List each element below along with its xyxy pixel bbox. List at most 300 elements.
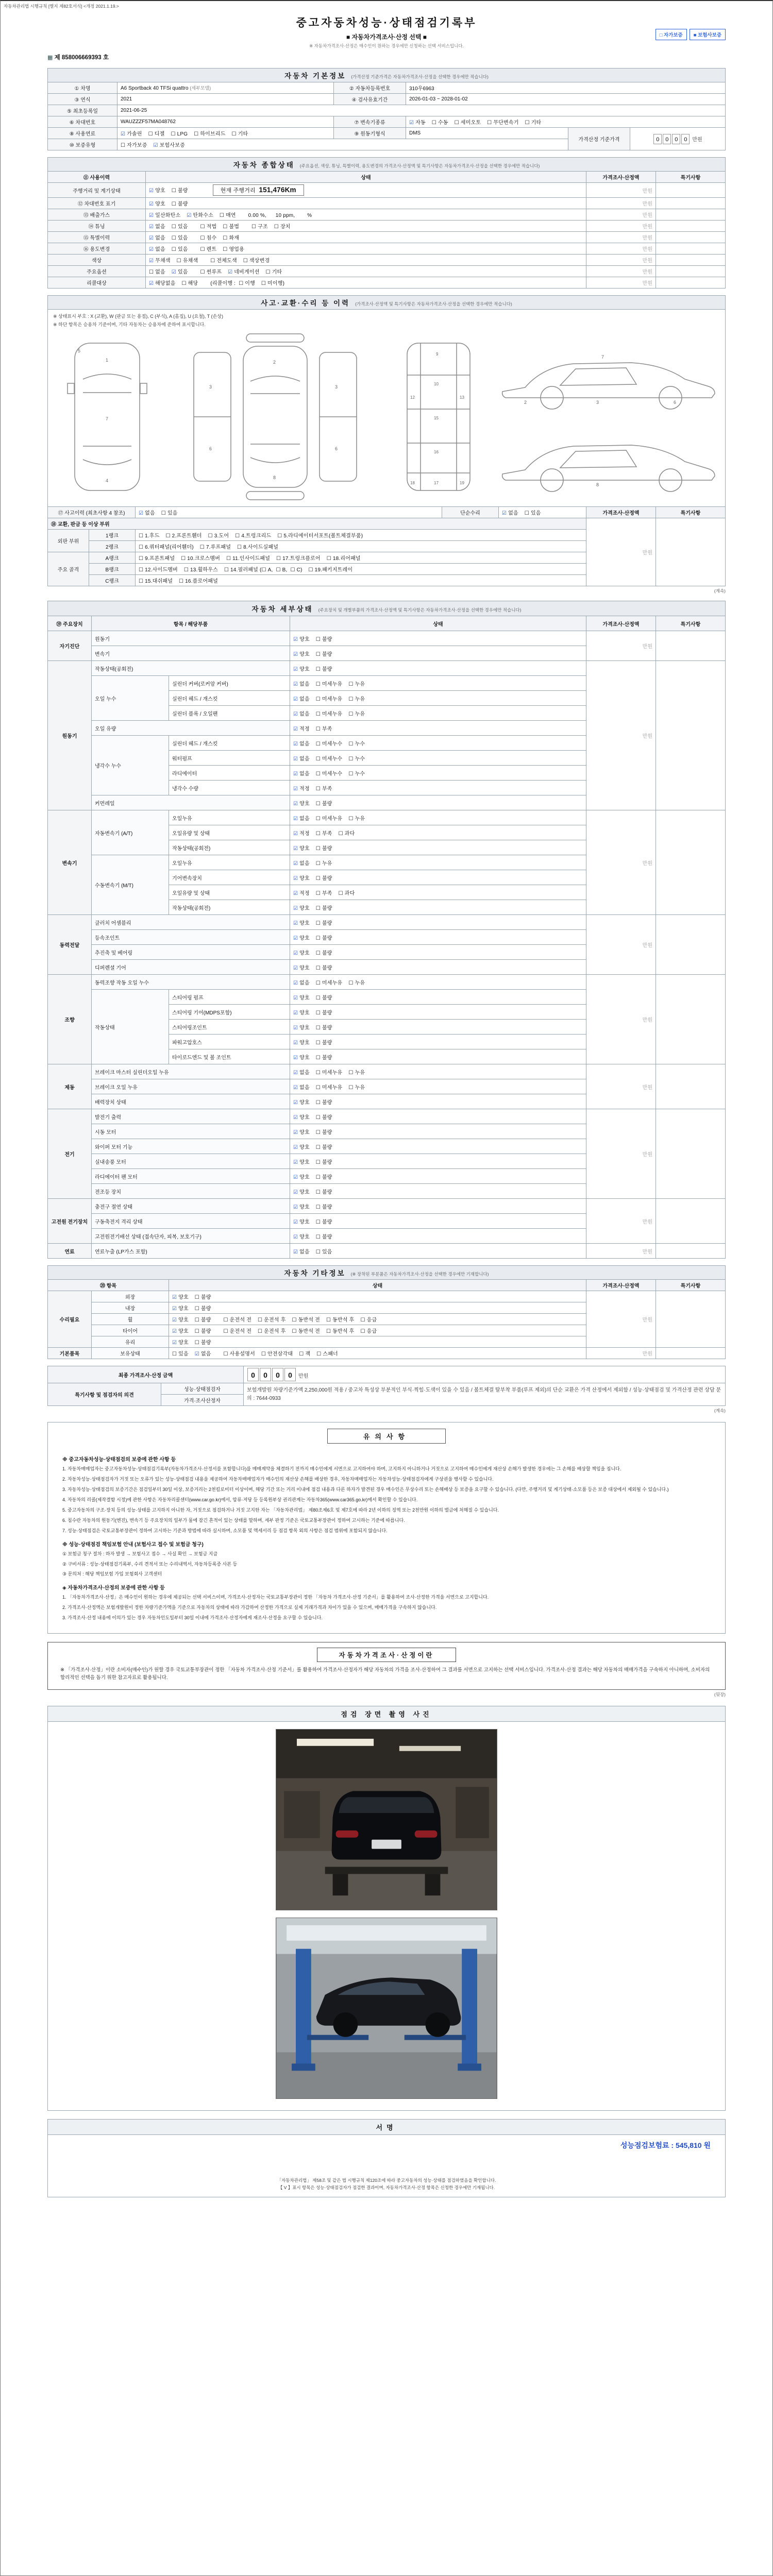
base-price-label: 가격산정 기준가격: [568, 128, 630, 150]
svg-text:7: 7: [601, 354, 604, 360]
price-digit: 0: [247, 1368, 259, 1381]
state-cell: ☑ 양호 ☐ 불량: [290, 900, 586, 915]
accident-history-label: ⑰ 사고이력 (최초사항 4 참조): [48, 507, 136, 518]
item-cell: 시동 모터: [92, 1124, 290, 1139]
exchange-price: 만원: [586, 518, 656, 586]
notice-item: 1. 자동차매매업자는 중고자동차성능·상태점검기록부(자동차가격조사·산정서를 포함합니다)를 매매계약을 체결하기 전까지 매수인에게 서면으로 고지하여야 하며, 고지하지 아니하거나 거짓으로 고지하여 매수인에게 재산상 손해가 발생한 경우에는 그 손해를 배상할 책임을 집니다.: [62, 1466, 621, 1471]
state-cell: ☑ 양호 ☐ 불량: [290, 1005, 586, 1020]
page-continue-mark-2: (계속): [714, 1408, 726, 1413]
price-digit: 0: [284, 1368, 296, 1381]
summary-state: ☑ 무채색 ☐ 유채색 ☐ 전체도색 ☐ 색상변경: [146, 255, 586, 266]
form-reference-note: 자동차관리법 시행규칙 [별지 제82호서식] <개정 2021.1.19.>: [4, 4, 119, 9]
notice-section: [47, 1422, 726, 1634]
grid-icon: ▦: [47, 55, 53, 61]
item-cell: 오일 누수: [92, 676, 169, 721]
signature-section: [47, 2119, 726, 2197]
item-cell: 클러치 어셈블리: [92, 915, 290, 930]
svg-text:19: 19: [459, 481, 464, 485]
summary-row: [48, 209, 726, 221]
inspection-insurance-fee: [620, 2140, 711, 2150]
state-cell: ☑ 적정 ☐ 부족: [290, 721, 586, 736]
item-cell: 브레이크 오일 누유: [92, 1079, 290, 1094]
summary-row: [48, 255, 726, 266]
summary-row: [48, 183, 726, 198]
summary-item-label: ⑫ 차대번호 표기: [48, 198, 146, 209]
notice-section-head: ◈ 자동차가격조사·산정의 보증에 관한 사항 등: [62, 1585, 165, 1591]
detail-section-header: [48, 601, 726, 616]
summary-note: [656, 198, 726, 209]
title-block: [47, 11, 726, 61]
price-digit: 0: [653, 134, 662, 144]
diagram-cell: [48, 310, 726, 507]
col-detail-price: 가격조사·산정액: [586, 616, 656, 631]
note-cell: [656, 1064, 726, 1109]
summary-state: ☑ 양호 ☐ 불량: [146, 198, 586, 209]
item-cell: 디퍼렌셜 기어: [92, 960, 290, 975]
svg-text:17: 17: [433, 481, 439, 485]
legal-line-2: 【 V 】표시 항목은 성능·상태점검자가 점검한 결과이며, 자동차가격조사·산정 항목은 신청한 경우에만 기재됩니다.: [278, 2185, 495, 2191]
summary-state: ☑ 양호 ☐ 불량 현재 주행거리 151,476Km: [146, 183, 586, 198]
summary-row: [48, 243, 726, 255]
year-value: 2021: [117, 94, 334, 105]
item-cell: 수동변속기 (M/T): [92, 855, 169, 915]
part-cell: 냉각수 수량: [169, 781, 290, 795]
etc-item-cell: 타이어: [92, 1325, 169, 1336]
inspector-opinion-label: 특기사항 및 점검자의 의견: [48, 1383, 161, 1406]
note-cell: [656, 1199, 726, 1244]
price-cell: 만원: [586, 631, 656, 661]
rank-items: ☐ 6.쿼터패널(리어휀더) ☐ 7.루프패널 ☐ 8.사이드실패널: [136, 541, 586, 552]
col-etc-price: 가격조사·산정액: [586, 1280, 656, 1291]
inspection-photo-rear-lift: [276, 1729, 497, 1910]
comprehensive-section-title: 자동차 종합상태: [233, 161, 295, 169]
simple-repair-state: ☑ 없음 ☐ 있음: [499, 507, 586, 518]
state-cell: ☑ 양호 ☐ 불량: [290, 1109, 586, 1124]
part-cell: 스티어링조인트: [169, 1020, 290, 1035]
engine-type-label: ⑨ 원동기형식: [334, 128, 406, 139]
device-cell: 변속기: [48, 810, 92, 915]
state-cell: ☑ 없음 ☐ 미세누유 ☐ 누유: [290, 1079, 586, 1094]
notice-section-head: ※ 성능·상태점검 책임보험 안내 (보험사고 접수 및 보험금 청구): [62, 1541, 204, 1548]
state-cell: ☑ 양호 ☐ 불량: [290, 840, 586, 855]
summary-state: ☑ 없음 ☐ 있음 ☐ 렌트 ☐ 영업용: [146, 243, 586, 255]
note-cell: [656, 631, 726, 661]
part-cell: 라디에이터: [169, 766, 290, 781]
notice-item: ② 구비서류 : 성능·상태점검기록부, 수리 견적서 또는 수리내역서, 자동차등록증 사본 등: [62, 1561, 238, 1567]
detail-row: [48, 1064, 726, 1079]
price-cell: 만원: [586, 810, 656, 915]
base-price-value: [630, 128, 726, 150]
device-cell: 원동기: [48, 661, 92, 810]
state-cell: ☑ 양호 ☐ 불량: [290, 1199, 586, 1214]
inspection-label: ④ 검사유효기간: [334, 94, 406, 105]
part-cell: 파워고압호스: [169, 1035, 290, 1049]
state-cell: ☑ 양호 ☐ 불량: [290, 661, 586, 676]
price-cell: 만원: [586, 1199, 656, 1244]
summary-price: 만원: [586, 209, 656, 221]
vin-value: WAUZZZF57MA048762: [117, 116, 334, 128]
car-name-label: ① 차명: [48, 82, 117, 94]
notice-item: 2. 가격조사·산정액은 보험개발원이 정한 차량기준가액을 기준으로 자동차의 상태에 따라 가감하여 산정한 가격으로 실제 거래가격과 차이가 있을 수 있으며, 매매가격을 구속하지 않습니다.: [62, 1605, 437, 1611]
etc-state-cell: ☑ 양호 ☐ 불량 ☐ 운전석 전 ☐ 운전석 후 ☐ 동반석 전 ☐ 동반석 후 ☐ 응급: [169, 1325, 586, 1336]
svg-text:6: 6: [335, 446, 338, 451]
page-subtitle: ■ 자동차가격조사·산정 선택 ■: [346, 33, 427, 41]
etc-price-cell: 만원: [586, 1291, 656, 1348]
summary-price: 만원: [586, 221, 656, 232]
svg-text:8: 8: [273, 475, 276, 480]
inspection-photo-front-lift: [276, 1918, 497, 2099]
notice-item: 4. 자동차의 리콜(제작결함 시정)에 관한 사항은 자동차리콜센터(www.car.go.kr)에서, 압류·저당 등 등록원부상 권리관계는 자동차365(www.car365.go.kr)에서 확인할 수 있습니다.: [62, 1497, 418, 1502]
etc-state-cell: ☑ 양호 ☐ 불량: [169, 1336, 586, 1348]
notice-item: 1. 「자동차가격조사·산정」은 매수인이 원하는 경우에 제공되는 선택 서비스이며, 가격조사·산정자는 국토교통부장관이 정한 「자동차 가격조사·산정 기준서」를 활용하여 조사·산정한 가격을 서면으로 고지합니다.: [62, 1595, 489, 1600]
summary-item-label: ⑭ 튜닝: [48, 221, 146, 232]
item-cell: 등속조인트: [92, 930, 290, 945]
summary-item-label: 리콜대상: [48, 277, 146, 289]
item-cell: 발전기 출력: [92, 1109, 290, 1124]
item-cell: 전조등 장치: [92, 1184, 290, 1199]
summary-state: ☐ 없음 ☑ 있음 ☐ 썬루프 ☑ 네비게이션 ☐ 기타: [146, 266, 586, 277]
reg-no-value: 310우6963: [406, 82, 726, 94]
document-number-text: 제 858006669393 호: [54, 55, 109, 61]
current-mileage-box: 현재 주행거리 151,476Km: [213, 184, 304, 196]
summary-item-label: 색상: [48, 255, 146, 266]
accident-section-header: [48, 296, 726, 310]
summary-state: ☑ 일산화탄소 ☑ 탄화수소 ☐ 매연 0.00 %, 10 ppm, %: [146, 209, 586, 221]
col-etc-note: 특기사항: [656, 1280, 726, 1291]
state-cell: ☑ 적정 ☐ 부족 ☐ 과다: [290, 885, 586, 900]
item-cell: 연료누출 (LP가스 포함): [92, 1244, 290, 1259]
price-unit: 만원: [298, 1374, 309, 1379]
fee-label: 성능점검보험료 :: [620, 2141, 674, 2149]
state-cell: ☑ 양호 ☐ 불량: [290, 1169, 586, 1184]
svg-text:18: 18: [410, 481, 415, 485]
svg-text:6: 6: [209, 446, 212, 451]
part-cell: 실린더 커버(로커암 커버): [169, 676, 290, 691]
device-cell: 고전원 전기장치: [48, 1199, 92, 1244]
state-cell: ☑ 없음 ☐ 있음: [290, 1244, 586, 1259]
car-diagrams: [51, 329, 722, 505]
car-side-view-diagrams: [493, 332, 720, 502]
summary-state: ☑ 없음 ☐ 있음 ☐ 적법 ☐ 불법 ☐ 구조 ☐ 장치: [146, 221, 586, 232]
summary-note: [656, 243, 726, 255]
basic-info-table: [47, 68, 726, 150]
col-note: 특기사항: [656, 172, 726, 183]
detail-section-title: 자동차 세부상태: [251, 605, 313, 613]
state-cell: ☑ 없음 ☐ 미세누수 ☐ 누수: [290, 736, 586, 751]
state-cell: ☑ 양호 ☐ 불량: [290, 870, 586, 885]
summary-price: 만원: [586, 255, 656, 266]
svg-text:3: 3: [596, 400, 599, 405]
comprehensive-body: [48, 183, 726, 289]
detail-row: [48, 1199, 726, 1214]
self-warranty-badge: □ 자가보증: [656, 29, 687, 40]
summary-price: 만원: [586, 243, 656, 255]
fuel-label: ⑧ 사용연료: [48, 128, 117, 139]
rank-items: ☐ 9.프론트패널 ☐ 10.크로스멤버 ☐ 11.인사이드패널 ☐ 17.트렁크플로어 ☐ 18.리어패널: [136, 552, 586, 564]
svg-text:2: 2: [273, 360, 276, 365]
state-cell: ☑ 양호 ☐ 불량: [290, 1094, 586, 1109]
state-cell: ☑ 없음 ☐ 미세누수 ☐ 누수: [290, 751, 586, 766]
document-number: [47, 53, 726, 61]
reg-no-label: ② 자동차등록번호: [334, 82, 406, 94]
panel-area-label: 주요 골격: [48, 552, 89, 586]
accident-history-state: ☑ 없음 ☐ 있음: [136, 507, 442, 518]
exchange-body: [48, 518, 726, 586]
basic-section-title: 자동차 기본정보: [284, 72, 346, 80]
legal-line-1: 「자동차관리법」 제58조 및 같은 법 시행규칙 제120조에 따라 중고자동차의 성능·상태를 점검하였음을 확인합니다.: [277, 2177, 496, 2183]
note-cell: [656, 810, 726, 915]
svg-text:12: 12: [410, 395, 415, 400]
rank-label: 1랭크: [89, 530, 136, 541]
price-digit: 0: [672, 134, 680, 144]
item-cell: 자동변속기 (A/T): [92, 810, 169, 855]
year-label: ③ 연식: [48, 94, 117, 105]
notice-title: 유의사항: [327, 1429, 446, 1444]
vin-label: ⑥ 차대번호: [48, 116, 117, 128]
item-cell: 구동축전지 격리 상태: [92, 1214, 290, 1229]
note-cell: [656, 975, 726, 1064]
detail-row: [48, 810, 726, 825]
state-cell: ☑ 양호 ☐ 불량: [290, 1154, 586, 1169]
price-unit: 만원: [692, 137, 702, 143]
summary-price: 만원: [586, 266, 656, 277]
performance-inspector-label: 성능·상태점검자: [161, 1383, 244, 1395]
item-cell: 브레이크 마스터 실린더오일 누유: [92, 1064, 290, 1079]
page-back-mark: (뒷장): [714, 1691, 726, 1697]
etc-note-cell: [656, 1348, 726, 1359]
first-reg-value: 2021-06-25: [117, 105, 726, 116]
part-cell: 실린더 블록 / 오일팬: [169, 706, 290, 721]
summary-price: 만원: [586, 198, 656, 209]
rank-label: 2랭크: [89, 541, 136, 552]
state-cell: ☑ 양호 ☐ 불량: [290, 1229, 586, 1244]
part-cell: 실린더 헤드 / 개스킷: [169, 691, 290, 706]
summary-item-label: 주행거리 및 계기상태: [48, 183, 146, 198]
etc-state-cell: ☑ 양호 ☐ 불량: [169, 1302, 586, 1314]
comprehensive-status-table: [47, 157, 726, 289]
notice-item: 3. 자동차성능·상태점검의 보증기간은 점검일부터 30일 이상, 보증거리는 2천킬로미터 이상이며, 해당 기간 또는 거리 이내에 점검 내용과 다른 하자가 발견된 경우 매수인은 무상수리 또는 손해배상 등 보증을 요구할 수 있습니다. (다만, 주행거리 및 계기상태·소모품 등은 보증 대상에서 제외될 수 있습니다.): [62, 1486, 669, 1492]
part-cell: 실린더 헤드 / 개스킷: [169, 736, 290, 751]
summary-row: [48, 221, 726, 232]
col-price: 가격조사·산정액: [586, 172, 656, 183]
state-cell: ☑ 없음 ☐ 미세누유 ☐ 누유: [290, 676, 586, 691]
note-cell: [656, 661, 726, 810]
notice-item: 6. 침수란 자동차의 원동기(엔진), 변속기 등 주요장치의 일부가 물에 잠긴 흔적이 있는 상태를 말하며, 세부 판정 기준은 국토교통부장관이 정하여 고시하는 기준에 따릅니다.: [62, 1517, 405, 1523]
state-cell: ☑ 없음 ☐ 미세누유 ☐ 누유: [290, 975, 586, 990]
state-cell: ☑ 양호 ☐ 불량: [290, 646, 586, 661]
item-cell: 와이퍼 모터 기능: [92, 1139, 290, 1154]
fuel-value: ☑ 가솔린 ☐ 디젤 ☐ LPG ☐ 하이브리드 ☐ 기타: [117, 128, 334, 139]
notice-item: ① 보험금 청구 절차 : 하자 발생 → 보험사고 접수 → 사실 확인 → 보험금 지급: [62, 1551, 218, 1556]
device-cell: 전기: [48, 1109, 92, 1199]
page-continue-mark-1: (계속): [714, 588, 726, 594]
summary-state: ☑ 해당없음 ☐ 해당 (리콜이행 : ☐ 이행 ☐ 미이행): [146, 277, 586, 289]
price-cell: 만원: [586, 1109, 656, 1199]
etc-note-cell: [656, 1291, 726, 1348]
signature-section-title: 서명: [48, 2120, 725, 2135]
part-cell: 오일유량 및 상태: [169, 885, 290, 900]
summary-item-label: ⑮ 특별이력: [48, 232, 146, 243]
col-detail-note: 특기사항: [656, 616, 726, 631]
notice-item: 2. 자동차성능·상태점검자가 거짓 또는 오류가 있는 성능·상태점검 내용을 제공하여 자동차매매업자가 매수인의 재산상 손해를 배상한 경우, 자동차매매업자는 자동차성능·상태점검자에게 구상권을 행사할 수 있습니다.: [62, 1476, 494, 1482]
state-cell: ☑ 양호 ☐ 불량: [290, 1139, 586, 1154]
device-cell: 조향: [48, 975, 92, 1064]
rank-items: ☐ 12.사이드멤버 ☐ 13.휠하우스 ☐ 14.필러패널 (☐ A, ☐ B, ☐ C) ☐ 19.패키지트레이: [136, 564, 586, 575]
part-cell: 워터펌프: [169, 751, 290, 766]
notice-item: 5. 중고자동차의 구조·장치 등의 성능·상태를 고지하지 아니한 자, 거짓으로 점검하거나 거짓 고지한 자는 「자동차관리법」 제80조제6호 및 제7호에 따라 2년 이하의 징역 또는 2천만원 이하의 벌금에 처해질 수 있습니다.: [62, 1507, 499, 1513]
svg-text:15: 15: [433, 416, 439, 420]
price-cell: 만원: [586, 915, 656, 975]
photos-section-title: 점검 장면 촬영 사진: [48, 1706, 725, 1722]
part-cell: 작동상태(공회전): [169, 840, 290, 855]
fee-value: 545,810 원: [675, 2141, 711, 2149]
part-cell: 오일유량 및 상태: [169, 825, 290, 840]
svg-text:2: 2: [524, 400, 527, 405]
state-cell: ☑ 양호 ☐ 불량: [290, 1124, 586, 1139]
etc-item-cell: 외장: [92, 1291, 169, 1302]
accident-col-price: 가격조사·산정액: [586, 507, 656, 518]
notice-item: 3. 가격조사·산정 내용에 이의가 있는 경우 자동차인도일부터 30일 이내에 가격조사·산정자에게 재조사·산정을 요구할 수 있습니다.: [62, 1615, 323, 1621]
detail-row: [48, 1109, 726, 1124]
svg-text:3: 3: [335, 384, 338, 389]
device-cell: 제동: [48, 1064, 92, 1109]
engine-type-value: DMS: [406, 128, 568, 139]
state-cell: ☑ 양호 ☐ 불량: [290, 960, 586, 975]
summary-note: [656, 232, 726, 243]
svg-text:5: 5: [78, 348, 81, 353]
price-cell: 만원: [586, 975, 656, 1064]
etc-device-cell: 기본품목: [48, 1348, 92, 1359]
notice-item: ③ 문의처 : 해당 책임보험 가입 보험회사 고객센터: [62, 1571, 162, 1577]
device-cell: 연료: [48, 1244, 92, 1259]
summary-note: [656, 221, 726, 232]
part-cell: 작동상태(공회전): [169, 900, 290, 915]
summary-row: [48, 266, 726, 277]
state-cell: ☑ 적정 ☐ 부족: [290, 781, 586, 795]
first-reg-label: ⑤ 최초등록일: [48, 105, 117, 116]
summary-state: ☑ 없음 ☐ 있음 ☐ 침수 ☐ 화재: [146, 232, 586, 243]
exchange-section-label: ⑱ 교환, 판금 등 이상 부위: [48, 518, 586, 530]
accident-history-table: [47, 295, 726, 586]
price-cell: 만원: [586, 1244, 656, 1259]
accident-col-note: 특기사항: [656, 507, 726, 518]
col-item-part: 항목 / 해당부품: [92, 616, 290, 631]
state-cell: ☑ 양호 ☐ 불량: [290, 1049, 586, 1064]
summary-price: 만원: [586, 183, 656, 198]
summary-row: [48, 277, 726, 289]
price-digit: 0: [272, 1368, 283, 1381]
summary-row: [48, 198, 726, 209]
svg-text:10: 10: [433, 382, 439, 386]
state-cell: ☑ 없음 ☐ 미세누유 ☐ 누유: [290, 706, 586, 721]
etc-section-note: (※ 장착된 부분품은 자동차가격조사·산정을 선택한 경우에만 기재합니다): [350, 1272, 489, 1277]
final-price-label: 최종 가격조사·산정 금액: [48, 1366, 244, 1383]
state-cell: ☑ 양호 ☐ 불량: [290, 915, 586, 930]
page-title: 중고자동차성능·상태점검기록부: [296, 17, 477, 29]
rank-label: C랭크: [89, 575, 136, 586]
col-state: 상태: [146, 172, 586, 183]
etc-device-cell: 수리필요: [48, 1291, 92, 1348]
rank-items: ☐ 1.후드 ☐ 2.프론트휀더 ☐ 3.도어 ☐ 4.트렁크리드 ☐ 5.라디에이터서포트(볼트체결부품): [136, 530, 586, 541]
detail-row: [48, 915, 726, 930]
summary-note: [656, 209, 726, 221]
svg-text:13: 13: [459, 395, 464, 400]
etc-item-cell: 휠: [92, 1314, 169, 1325]
notice-section-head: ※ 중고자동차성능·상태점검의 보증에 관한 사항 등: [62, 1457, 176, 1463]
warranty-type-label: ⑩ 보증유형: [48, 139, 117, 150]
col-etc-item: ⑳ 항목: [48, 1280, 169, 1291]
item-cell: 작동상태(공회전): [92, 661, 290, 676]
signature-legal-lines: [48, 2177, 725, 2192]
detail-row: [48, 1244, 726, 1259]
car-name-text: A6 Sportback 40 TFSi quattro: [121, 86, 189, 91]
summary-note: [656, 255, 726, 266]
etc-state-cell: ☑ 양호 ☐ 불량: [169, 1291, 586, 1302]
warranty-type-value: ☐ 자가보증 ☑ 보험사보증: [117, 139, 568, 150]
comprehensive-section-header: [48, 158, 726, 172]
item-cell: 동력조향 작동 오일 누수: [92, 975, 290, 990]
item-cell: 변속기: [92, 646, 290, 661]
etc-row: [48, 1348, 726, 1359]
detail-row: [48, 975, 726, 990]
summary-item-label: ⑬ 배출가스: [48, 209, 146, 221]
accident-section-note: (가격조사·산정액 및 특기사항은 자동차가격조사·산정을 선택한 경우에만 적습니다): [355, 301, 512, 307]
etc-state-cell: ☑ 양호 ☐ 불량 ☐ 운전석 전 ☐ 운전석 후 ☐ 동반석 전 ☐ 동반석 후 ☐ 응급: [169, 1314, 586, 1325]
inspection-photos-section: [47, 1706, 726, 2111]
svg-text:16: 16: [433, 450, 439, 454]
state-cell: ☑ 양호 ☐ 불량: [290, 1184, 586, 1199]
exchange-note: [656, 518, 726, 586]
col-etc-state: 상태: [169, 1280, 586, 1291]
subtitle-note: ※ 자동차가격조사·산정은 매수인이 원하는 경우에만 신청하는 선택 서비스입니다.: [309, 43, 464, 48]
transmission-label: ⑦ 변속기종류: [334, 116, 406, 128]
state-cell: ☑ 없음 ☐ 미세누수 ☐ 누수: [290, 766, 586, 781]
device-cell: 자기진단: [48, 631, 92, 661]
part-cell: 기어변속장치: [169, 870, 290, 885]
state-cell: ☑ 양호 ☐ 불량: [290, 990, 586, 1005]
note-cell: [656, 1244, 726, 1259]
svg-text:4: 4: [106, 478, 109, 483]
state-cell: ☑ 양호 ☐ 불량: [290, 1035, 586, 1049]
rank-items: ☐ 15.대쉬패널 ☐ 16.플로어패널: [136, 575, 586, 586]
item-cell: 배력장치 상태: [92, 1094, 290, 1109]
panel-area-label: 외판 부위: [48, 530, 89, 552]
etc-section-title: 자동차 기타정보: [284, 1269, 346, 1277]
summary-row: [48, 232, 726, 243]
state-cell: ☑ 없음 ☐ 미세누유 ☐ 누유: [290, 810, 586, 825]
inspector-opinion-text: 보험개발원 차량기준가액 2,250,000원 적용 / 중고차 특성상 부분적인 부식·찍힘·도색이 있을 수 있음 / 볼트체결 탈부착 부품(루프 제외)의 단순 교환은 가격 산정에서 제외함 / 성능·상태점검 및 가격산정 관련 상담 문의 : 7644-0933: [244, 1383, 726, 1406]
col-usage-history: ⑪ 사용이력: [48, 172, 146, 183]
summary-item-label: ⑯ 용도변경: [48, 243, 146, 255]
car-name-submodel: (세부모델): [190, 86, 211, 91]
simple-repair-label: 단순수리: [442, 507, 499, 518]
detail-status-table: [47, 601, 726, 1259]
car-frame-diagram: [390, 332, 488, 502]
col-detail-state: 상태: [290, 616, 586, 631]
insurer-warranty-badge: ■ 보험사보증: [690, 29, 726, 40]
car-top-view-diagram: [53, 332, 161, 502]
price-assessor-label: 가격·조사산정자: [161, 1395, 244, 1406]
etc-section-header: [48, 1266, 726, 1280]
state-cell: ☑ 없음 ☐ 미세누유 ☐ 누유: [290, 1064, 586, 1079]
item-cell: 작동상태: [92, 990, 169, 1064]
state-cell: ☑ 양호 ☐ 불량: [290, 631, 586, 646]
transmission-value: ☑ 자동 ☐ 수동 ☐ 세미오토 ☐ 무단변속기 ☐ 기타: [406, 116, 726, 128]
state-cell: ☑ 양호 ☐ 불량: [290, 1020, 586, 1035]
price-digit: 0: [260, 1368, 271, 1381]
col-major-device: ⑲ 주요장치: [48, 616, 92, 631]
rank-label: A랭크: [89, 552, 136, 564]
